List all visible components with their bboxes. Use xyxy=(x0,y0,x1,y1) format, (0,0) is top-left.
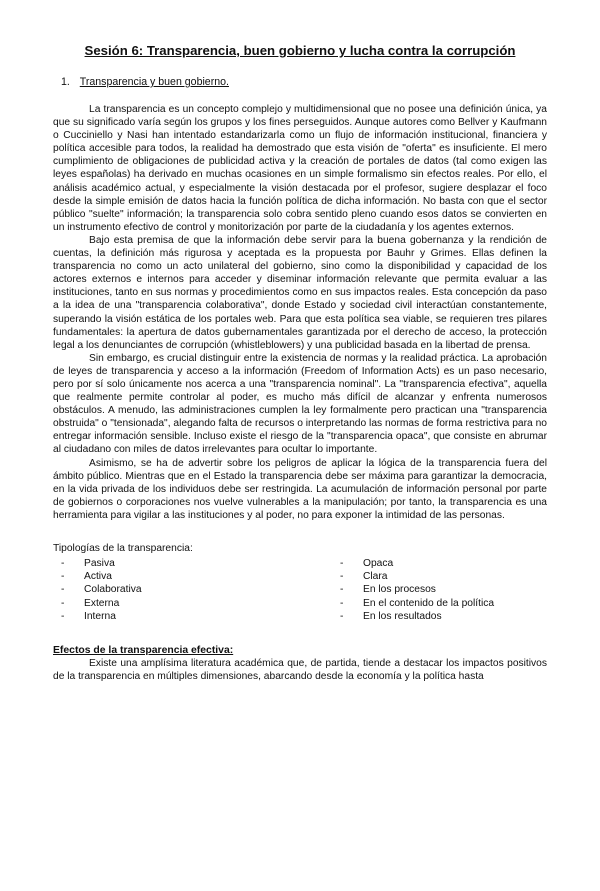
list-item xyxy=(53,570,332,583)
section-heading xyxy=(61,76,547,89)
page-title: Sesión 6: Transparencia, buen gobierno y lucha contra la corrupción xyxy=(84,43,516,58)
list-item-label: Interna xyxy=(84,610,116,622)
list-item-label: Externa xyxy=(84,597,120,609)
document-page xyxy=(0,43,600,891)
section-number: 1. xyxy=(61,76,70,88)
bullet-dash: - xyxy=(340,558,344,569)
list-item xyxy=(332,610,532,623)
bullet-dash: - xyxy=(61,584,65,596)
list-item-label: Activa xyxy=(84,571,112,583)
bullet-dash: - xyxy=(61,571,65,583)
list-item xyxy=(332,570,532,583)
list-item xyxy=(332,597,532,610)
typologies-list xyxy=(53,557,547,623)
section-title: Transparencia y buen gobierno. xyxy=(79,76,229,88)
list-item xyxy=(53,610,332,623)
paragraph-1: La transparencia es un concepto complejo y multidimensional que no posee una definición única, ya que su significado varía según los grupos y los fines perseguidos. Aunque autores como Bellver y Kaufmann o Cucciniello y Nasi han intentado estandarizarla como un flujo de información institucional, financiera y política accesible para todos, la realidad ha demostrado que esta visión de "oferta" es insuficiente. El mero cumplimiento de obligaciones de publicidad activa y la creación de portales de datos (tal como exigen las leyes españolas) ha derivado en muchas ocasiones en un simple formalismo sin efectos reales. Por ello, el análisis académico actual, y especialmente la visión destacada por el profesor, sugiere desplazar el foco desde la simple emisión de datos hacia la función política de dicha información. No basta con que el sector público "suelte" información; la transparencia solo cobra sentido pleno cuando esos datos se convierten en un instrumento efectivo de control y monitorización por parte de la ciudadanía y los agentes externos. xyxy=(53,104,547,233)
typologies-left-column xyxy=(53,557,332,623)
list-item-label: Opaca xyxy=(363,558,394,569)
list-item-label: En el contenido de la política xyxy=(363,597,495,609)
list-item xyxy=(332,583,532,596)
paragraph-4: Asimismo, se ha de advertir sobre los peligros de aplicar la lógica de la transparencia fuera del ámbito público. Mientras que en el Estado la transparencia debe ser máxima para garantizar la democracia, en la vida privada de los individuos debe ser restringida. La acumulación de información personal por parte de gobiernos o corporaciones nos vuelve vulnerables a la manipulación; por tanto, la transparencia es una herramienta para vigilar a las instituciones y al poder, no para exponer la intimidad de las personas. xyxy=(53,457,547,521)
typologies-right-column xyxy=(332,557,532,623)
list-item-label: En los resultados xyxy=(363,610,442,622)
bullet-dash: - xyxy=(340,584,344,596)
list-item-label: Colaborativa xyxy=(84,584,142,596)
effects-paragraph: Existe una amplísima literatura académica que, de partida, tiende a destacar los impactos positivos de la transparencia en múltiples dimensiones, abarcando desde la economía y la política hasta xyxy=(53,658,547,683)
list-item-label: En los procesos xyxy=(363,584,436,596)
list-item-label: Clara xyxy=(363,571,388,583)
bullet-dash: - xyxy=(340,571,344,583)
list-item xyxy=(53,557,332,570)
list-item xyxy=(53,597,332,610)
effects-heading: Efectos de la transparencia efectiva: xyxy=(53,645,234,657)
paragraph-3: Sin embargo, es crucial distinguir entre la existencia de normas y la realidad práctica. La aprobación de leyes de transparencia y acceso a la información (Freedom of Information Acts) es un paso necesario, pero por sí solo únicamente nos acerca a una "transparencia nominal". La "transparencia efectiva", aquella que realmente permite controlar al poder, es mucho más difícil de alcanzar y enfrenta numerosos obstáculos. A menudo, las administraciones cumplen la ley formalmente pero practican una "transparencia obstruida" o "tensionada", alegando falta de recursos o interpretando las normas de forma restrictiva para no entregar información sensible. Incluso existe el riesgo de la "transparencia opaca", que consiste en abrumar al ciudadano con miles de datos irrelevantes para ocultar lo importante. xyxy=(53,352,547,456)
bullet-dash: - xyxy=(61,610,65,622)
bullet-dash: - xyxy=(340,597,344,609)
list-item xyxy=(332,557,532,570)
typologies-label: Tipologías de la transparencia: xyxy=(53,543,193,554)
paragraph-2: Bajo esta premisa de que la información debe servir para la buena gobernanza y la rendición de cuentas, la definición más rigurosa y aceptada es la propuesta por Bauhr y Grimes. Ellas definen la transparencia no como un acto unilateral del gobierno, sino como la disponibilidad y capacidad de los actores externos e internos para acceder y diseminar información relevante que permita evaluar a las instituciones, tanto en sus normas y procedimientos como en sus impactos reales. Esta concepción da paso a la idea de una "transparencia colaborativa", donde Estado y sociedad civil interactúan constantemente, superando la visión estática de los portales web. Para que esta política sea viable, se requieren tres pilares fundamentales: la apertura de datos gubernamentales garantizada por el derecho de acceso, la protección legal a los denunciantes de corrupción (whistleblowers) y una publicidad basada en la libertad de prensa. xyxy=(53,234,547,351)
bullet-dash: - xyxy=(340,610,344,622)
bullet-dash: - xyxy=(61,558,65,569)
list-item xyxy=(53,583,332,596)
bullet-dash: - xyxy=(61,597,65,609)
list-item-label: Pasiva xyxy=(84,558,115,569)
